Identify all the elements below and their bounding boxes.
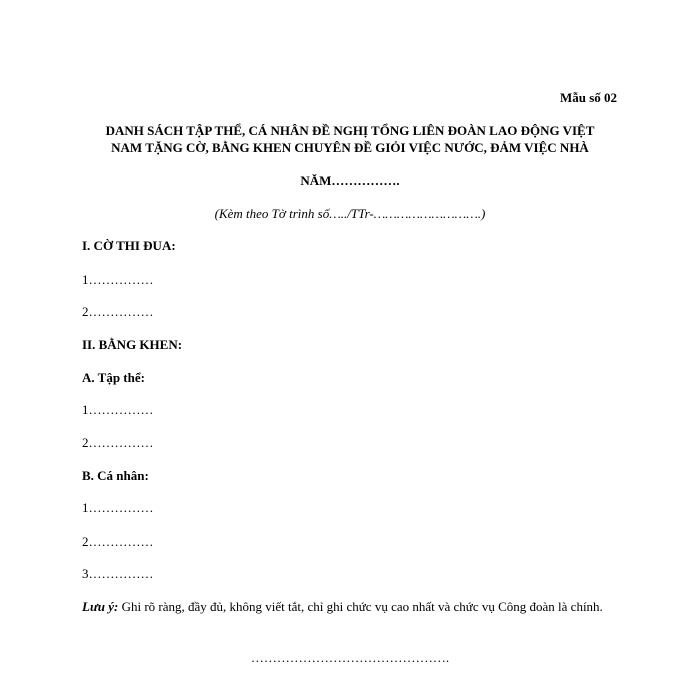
title-line-2: NAM TẶNG CỜ, BẰNG KHEN CHUYÊN ĐỀ GIỎI VIỆC NƯỚC, ĐẢM VIỆC NHÀ [111,140,589,155]
individual-item-1: 1…………… [82,500,154,515]
individual-item-2: 2…………… [82,534,154,549]
attachment-note: (Kèm theo Tờ trình số…../TTr-……………………….) [214,206,486,221]
collective-item-1: 1…………… [82,402,154,417]
form-number: Mẫu số 02 [559,90,617,105]
collective-heading: A. Tập thể: [82,370,145,385]
signature-line: ………………………………………. [250,650,450,665]
individual-item-3: 3…………… [82,566,154,581]
title-year-line: NĂM……………. [300,173,400,188]
title-line-1: DANH SÁCH TẬP THỂ, CÁ NHÂN ĐỀ NGHỊ TỔNG LIÊN ĐOÀN LAO ĐỘNG VIỆT [105,123,595,138]
note-label: Lưu ý: [82,599,119,614]
note-paragraph [82,598,617,615]
collective-item-2: 2…………… [82,435,154,450]
section-1-heading: I. CỜ THI ĐUA: [82,238,176,253]
section-2-heading: II. BẰNG KHEN: [82,337,183,352]
document-title [80,122,620,156]
note-text: Ghi rõ ràng, đầy đủ, không viết tắt, chỉ ghi chức vụ cao nhất và chức vụ Công đoàn là chính. [118,599,603,614]
section-1-item-1: 1…………… [82,272,154,287]
individual-heading: B. Cá nhân: [82,468,149,483]
section-1-item-2: 2…………… [82,304,154,319]
